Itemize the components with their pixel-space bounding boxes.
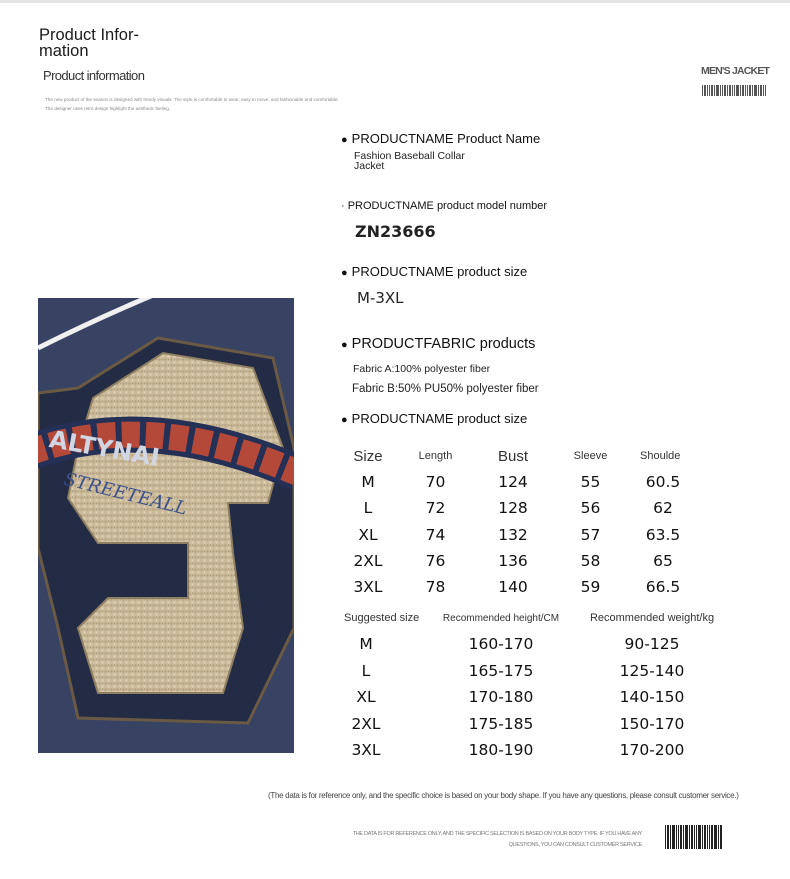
barcode-icon xyxy=(664,823,724,851)
top-border xyxy=(0,0,790,3)
barcode-icon xyxy=(702,85,766,96)
height-cell: 160-170 xyxy=(468,635,534,654)
size-table-header xyxy=(338,443,698,469)
suggested-size-cell: 2XL xyxy=(351,714,381,733)
table-row xyxy=(338,469,698,495)
header-sleeve: Sleeve xyxy=(573,450,608,462)
length-cell: 76 xyxy=(425,552,446,571)
height-cell: 165-175 xyxy=(468,661,534,680)
suggested-size-cell: XL xyxy=(356,688,376,707)
table-row xyxy=(338,522,698,548)
table-row xyxy=(344,737,728,764)
table-row xyxy=(344,658,728,685)
fabric-b: Fabric B:50% PU50% polyester fiber xyxy=(352,383,539,395)
weight-cell: 90-125 xyxy=(624,635,680,654)
weight-cell: 170-200 xyxy=(619,741,685,760)
height-cell: 170-180 xyxy=(468,688,534,707)
header-recommended-height: Recommended height/CM xyxy=(442,612,560,624)
shoulder-cell: 63.5 xyxy=(645,525,681,544)
intro-note: The new product of the season is designed with trendy visuals. The style is comfortable to wear, easy to move, and fashionable and comfortable. The designer uses retro design highlight the aesthetic feeling. xyxy=(45,97,339,111)
table-row xyxy=(338,548,698,574)
sleeve-cell: 59 xyxy=(580,578,601,597)
bust-cell: 132 xyxy=(498,525,528,544)
suggested-size-table xyxy=(344,605,728,764)
model-number-label: · PRODUCTNAME product model number xyxy=(341,200,548,212)
size-cell: L xyxy=(363,499,373,518)
size-cell: 2XL xyxy=(353,552,383,571)
weight-cell: 150-170 xyxy=(619,714,685,733)
bust-cell: 128 xyxy=(498,499,528,518)
disclaimer: (The data is for reference only, and the specific choice is based on your body shape. If you have any questions, please consult customer service.) xyxy=(268,791,739,800)
sleeve-cell: 57 xyxy=(580,525,601,544)
suggested-size-cell: L xyxy=(361,661,371,680)
length-cell: 72 xyxy=(425,499,446,518)
table-row xyxy=(338,495,698,521)
suggested-table-header xyxy=(344,605,728,631)
photo-patch-text-1: ALTYNAI xyxy=(47,425,162,473)
weight-cell: 140-150 xyxy=(619,688,685,707)
table-row xyxy=(344,631,728,658)
photo-patch-text-2: STREETEALL xyxy=(61,468,190,520)
bust-cell: 136 xyxy=(498,552,528,571)
fine-print: THE DATA IS FOR REFERENCE ONLY, AND THE SPECIFIC SELECTION IS BASED ON YOUR BODY TYPE. IF YOU HAVE ANY QUESTIONS, YOU CAN CONSULT CUSTOMER SERVICE xyxy=(352,831,642,848)
sleeve-cell: 55 xyxy=(580,473,601,492)
shoulder-cell: 65 xyxy=(653,552,673,571)
table-row xyxy=(344,684,728,711)
shoulder-cell: 62 xyxy=(653,499,673,518)
product-name-value: Fashion Baseball Collar Jacket xyxy=(354,150,465,172)
header-shoulder: Shoulde xyxy=(640,450,681,462)
header-suggested-size: Suggested size xyxy=(344,612,420,624)
bust-cell: 124 xyxy=(498,473,528,492)
length-cell: 78 xyxy=(425,578,446,597)
page-subtitle: Product information xyxy=(43,68,145,83)
table-row xyxy=(338,574,698,600)
product-size-label: ● PRODUCTNAME product size xyxy=(341,264,528,279)
size-cell: M xyxy=(361,473,375,492)
size-cell: XL xyxy=(358,525,378,544)
brand-label: MEN'S JACKET xyxy=(701,65,770,77)
header-size: Size xyxy=(353,447,383,465)
header-length: Length xyxy=(418,450,453,462)
fabric-a: Fabric A:100% polyester fiber xyxy=(353,363,491,375)
height-cell: 175-185 xyxy=(468,714,534,733)
fabric-label: ● PRODUCTFABRIC products xyxy=(341,336,536,352)
header-recommended-weight: Recommended weight/kg xyxy=(589,612,715,624)
size-table xyxy=(338,443,698,600)
suggested-size-cell: 3XL xyxy=(351,741,381,760)
height-cell: 180-190 xyxy=(468,741,534,760)
shoulder-cell: 66.5 xyxy=(645,578,681,597)
sleeve-cell: 56 xyxy=(580,499,601,518)
product-name-label: ● PRODUCTNAME Product Name xyxy=(341,131,541,146)
model-number-value: ZN23666 xyxy=(355,222,436,241)
product-size-value: M-3XL xyxy=(357,289,404,307)
table-row xyxy=(344,711,728,738)
length-cell: 70 xyxy=(425,473,446,492)
weight-cell: 125-140 xyxy=(619,661,685,680)
length-cell: 74 xyxy=(425,525,446,544)
suggested-size-cell: M xyxy=(359,635,373,654)
size-cell: 3XL xyxy=(353,578,383,597)
bust-cell: 140 xyxy=(498,578,528,597)
shoulder-cell: 60.5 xyxy=(645,473,681,492)
page-title: Product Infor-mation xyxy=(39,26,139,60)
sleeve-cell: 58 xyxy=(580,552,601,571)
header-bust: Bust xyxy=(497,447,528,465)
product-photo xyxy=(38,298,294,753)
size-table-label: ● PRODUCTNAME product size xyxy=(341,411,528,426)
